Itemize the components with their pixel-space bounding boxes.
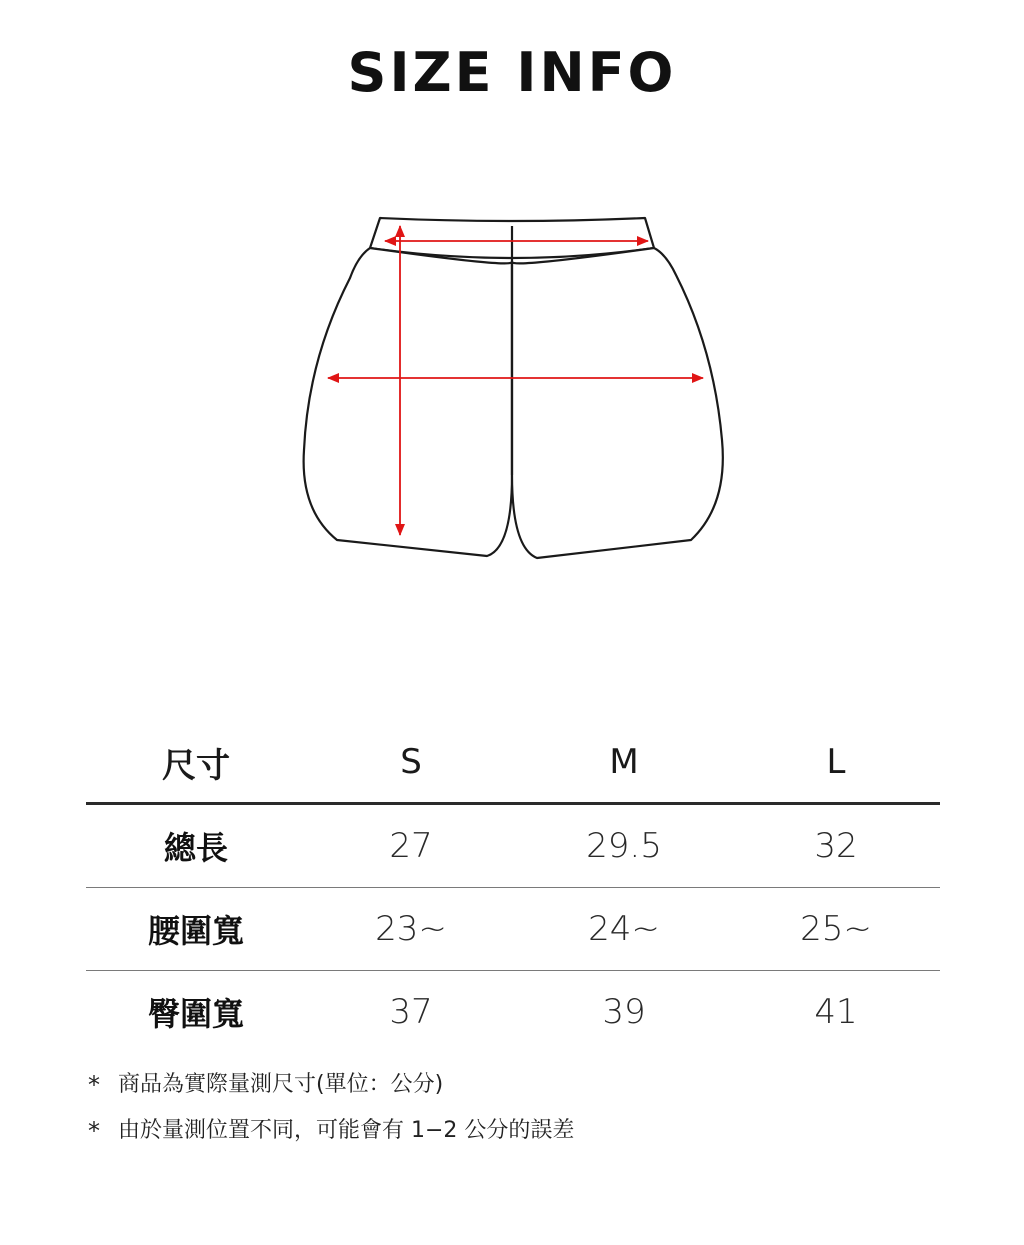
table-row xyxy=(86,888,940,971)
row-label-waist: 腰圍寬 xyxy=(86,888,306,971)
table-header-row xyxy=(86,722,940,804)
note-measurement xyxy=(88,1062,988,1108)
note-text: 由於量測位置不同，可能會有 1−2 公分的誤差 xyxy=(118,1118,575,1143)
left-leg xyxy=(304,248,512,556)
row-label-hip: 臀圍寬 xyxy=(147,995,244,1033)
table-row xyxy=(86,971,940,1054)
table-cell: 23~ xyxy=(306,888,516,971)
header-l: L xyxy=(732,722,940,804)
table-cell: 41 xyxy=(814,992,858,1032)
shorts-diagram xyxy=(0,0,1024,620)
asterisk: * xyxy=(88,1117,100,1145)
table-cell: 37 xyxy=(389,992,433,1032)
header-s: S xyxy=(306,722,516,804)
table-cell: 25~ xyxy=(732,888,940,971)
notes xyxy=(88,1062,988,1154)
shorts-outline xyxy=(304,218,723,558)
row-label-total-length: 總長 xyxy=(86,804,306,888)
size-table xyxy=(86,722,940,1053)
table-cell: 32 xyxy=(732,804,940,888)
note-tolerance xyxy=(88,1108,988,1154)
table-cell: 24~ xyxy=(516,888,732,971)
note-text: 商品為實際量測尺寸(單位：公分) xyxy=(118,1072,444,1097)
table-row xyxy=(86,804,940,888)
header-size: 尺寸 xyxy=(86,722,306,804)
header-m: M xyxy=(516,722,732,804)
right-leg xyxy=(512,248,723,558)
table-cell: 39 xyxy=(602,992,646,1032)
table-cell: 29.5 xyxy=(516,804,732,888)
page-title: SIZE INFO xyxy=(347,41,677,104)
asterisk: * xyxy=(88,1071,100,1099)
table-cell: 27 xyxy=(306,804,516,888)
